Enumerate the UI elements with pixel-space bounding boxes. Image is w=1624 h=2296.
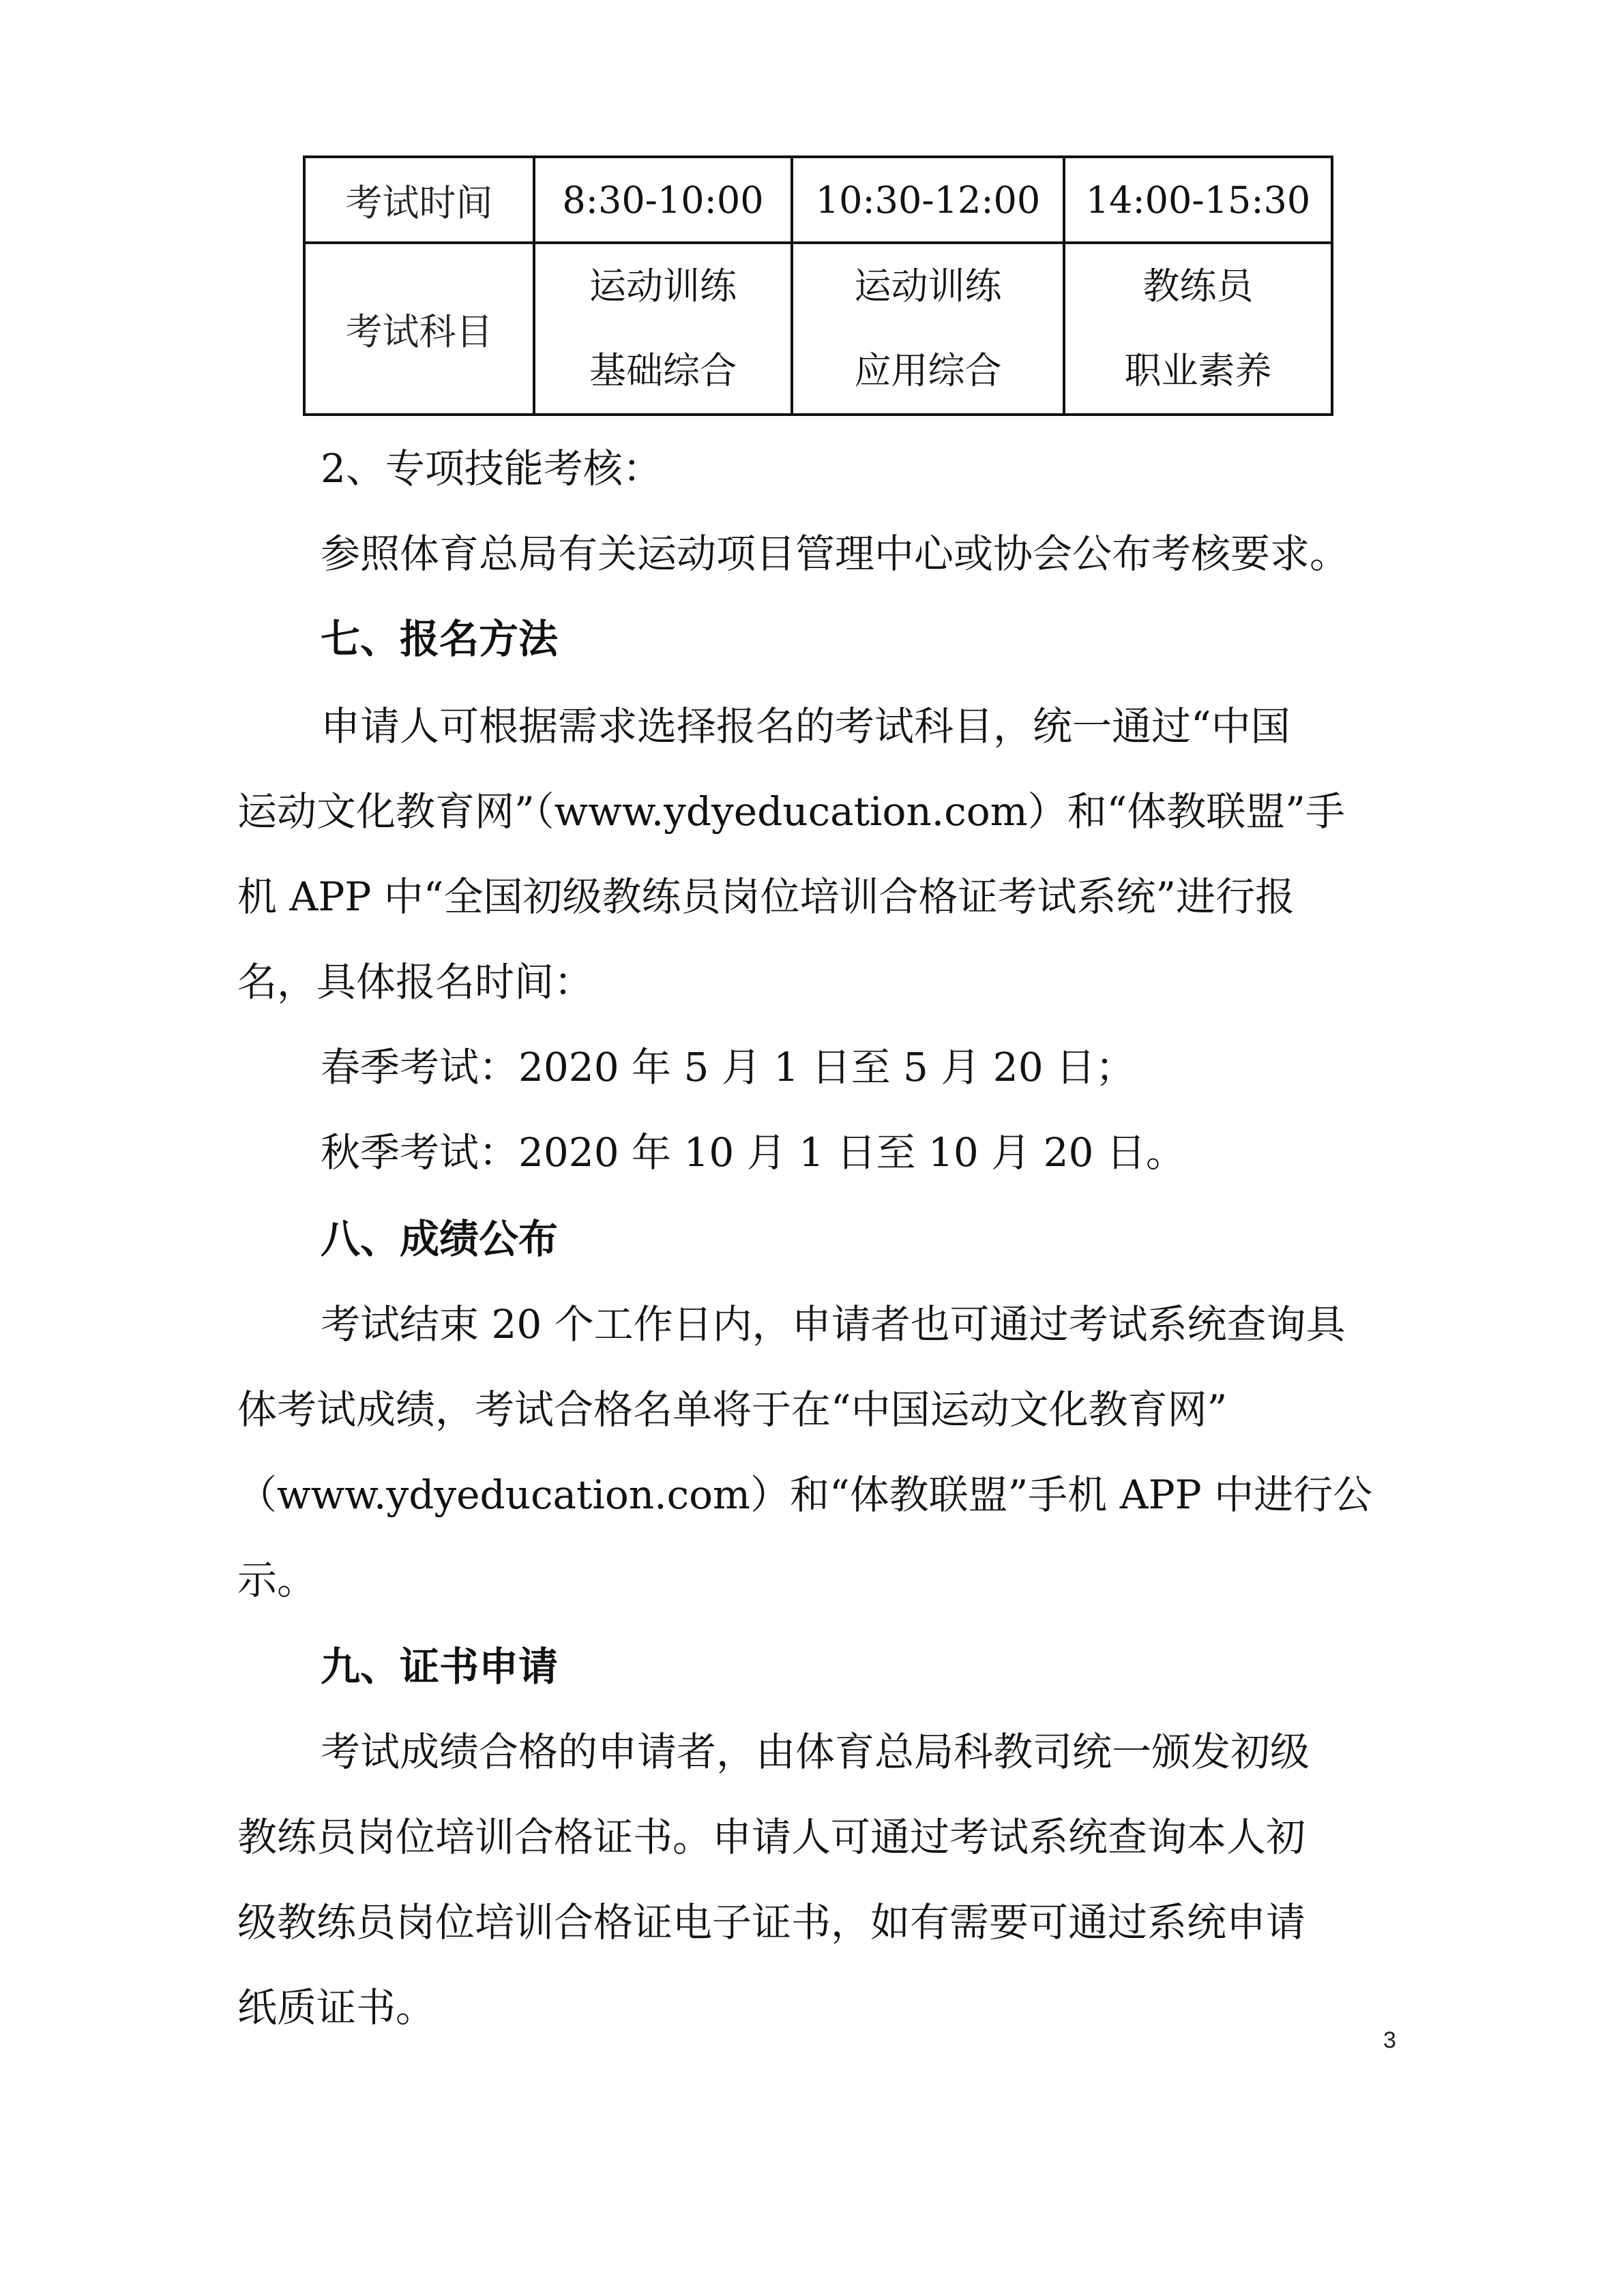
exam-subject-label: 考试科目: [304, 243, 534, 415]
time-slot-3: 14:00-15:30: [1064, 157, 1332, 243]
time-slot-2: 10:30-12:00: [792, 157, 1064, 243]
section-results-heading: 八、成绩公布: [321, 1216, 559, 1262]
registration-text-line-4: 名，具体报名时间：: [237, 959, 594, 1005]
certificate-text-line-2: 教练员岗位培训合格证书。申请人可通过考试系统查询本人初: [237, 1814, 1306, 1860]
subject-1-line-2: 基础综合: [589, 349, 737, 392]
section-registration-heading: 七、报名方法: [321, 616, 559, 662]
spring-exam-dates: 春季考试：2020 年 5 月 1 日至 5 月 20 日；: [321, 1044, 1136, 1090]
skill-assessment-heading: 2、专项技能考核：: [321, 445, 662, 492]
results-text-line-2: 体考试成绩，考试合格名单将于在“中国运动文化教育网”: [237, 1386, 1228, 1433]
section-certificate-heading: 九、证书申请: [321, 1643, 559, 1690]
certificate-text-line-4: 纸质证书。: [237, 1984, 436, 2031]
subject-3-line-1: 教练员: [1142, 265, 1254, 308]
subject-cell-3: [1064, 243, 1332, 415]
registration-text-line-3: 机 APP 中“全国初级教练员岗位培训合格证考试系统”进行报: [237, 874, 1295, 920]
certificate-text-line-1: 考试成绩合格的申请者，由体育总局科教司统一颁发初级: [321, 1729, 1310, 1775]
exam-time-row: [304, 157, 1332, 243]
skill-assessment-text: 参照体育总局有关运动项目管理中心或协会公布考核要求。: [321, 531, 1350, 577]
subject-2-line-1: 运动训练: [854, 265, 1002, 308]
subject-cell-2: [792, 243, 1064, 415]
subject-1-line-1: 运动训练: [589, 265, 737, 308]
subject-2-line-2: 应用综合: [854, 349, 1002, 392]
certificate-text-line-3: 级教练员岗位培训合格证电子证书，如有需要可通过系统申请: [237, 1899, 1306, 1945]
subject-3-line-2: 职业素养: [1124, 349, 1272, 392]
results-text-line-4: 示。: [237, 1557, 317, 1603]
subject-cell-1: [534, 243, 792, 415]
exam-schedule-table: [303, 155, 1333, 416]
registration-text-line-2: 运动文化教育网”（www.ydyeducation.com）和“体教联盟”手: [237, 788, 1345, 835]
exam-time-label: 考试时间: [304, 157, 534, 243]
results-text-line-1: 考试结束 20 个工作日内，申请者也可通过考试系统查询具: [321, 1301, 1346, 1347]
page-number: 3: [1383, 2027, 1396, 2053]
registration-text-line-1: 申请人可根据需求选择报名的考试科目，统一通过“中国: [321, 703, 1290, 749]
exam-subject-row: [304, 243, 1332, 415]
time-slot-1: 8:30-10:00: [534, 157, 792, 243]
autumn-exam-dates: 秋季考试：2020 年 10 月 1 日至 10 月 20 日。: [321, 1129, 1185, 1176]
results-text-line-3: （www.ydyeducation.com）和“体教联盟”手机 APP 中进行公: [237, 1472, 1373, 1518]
